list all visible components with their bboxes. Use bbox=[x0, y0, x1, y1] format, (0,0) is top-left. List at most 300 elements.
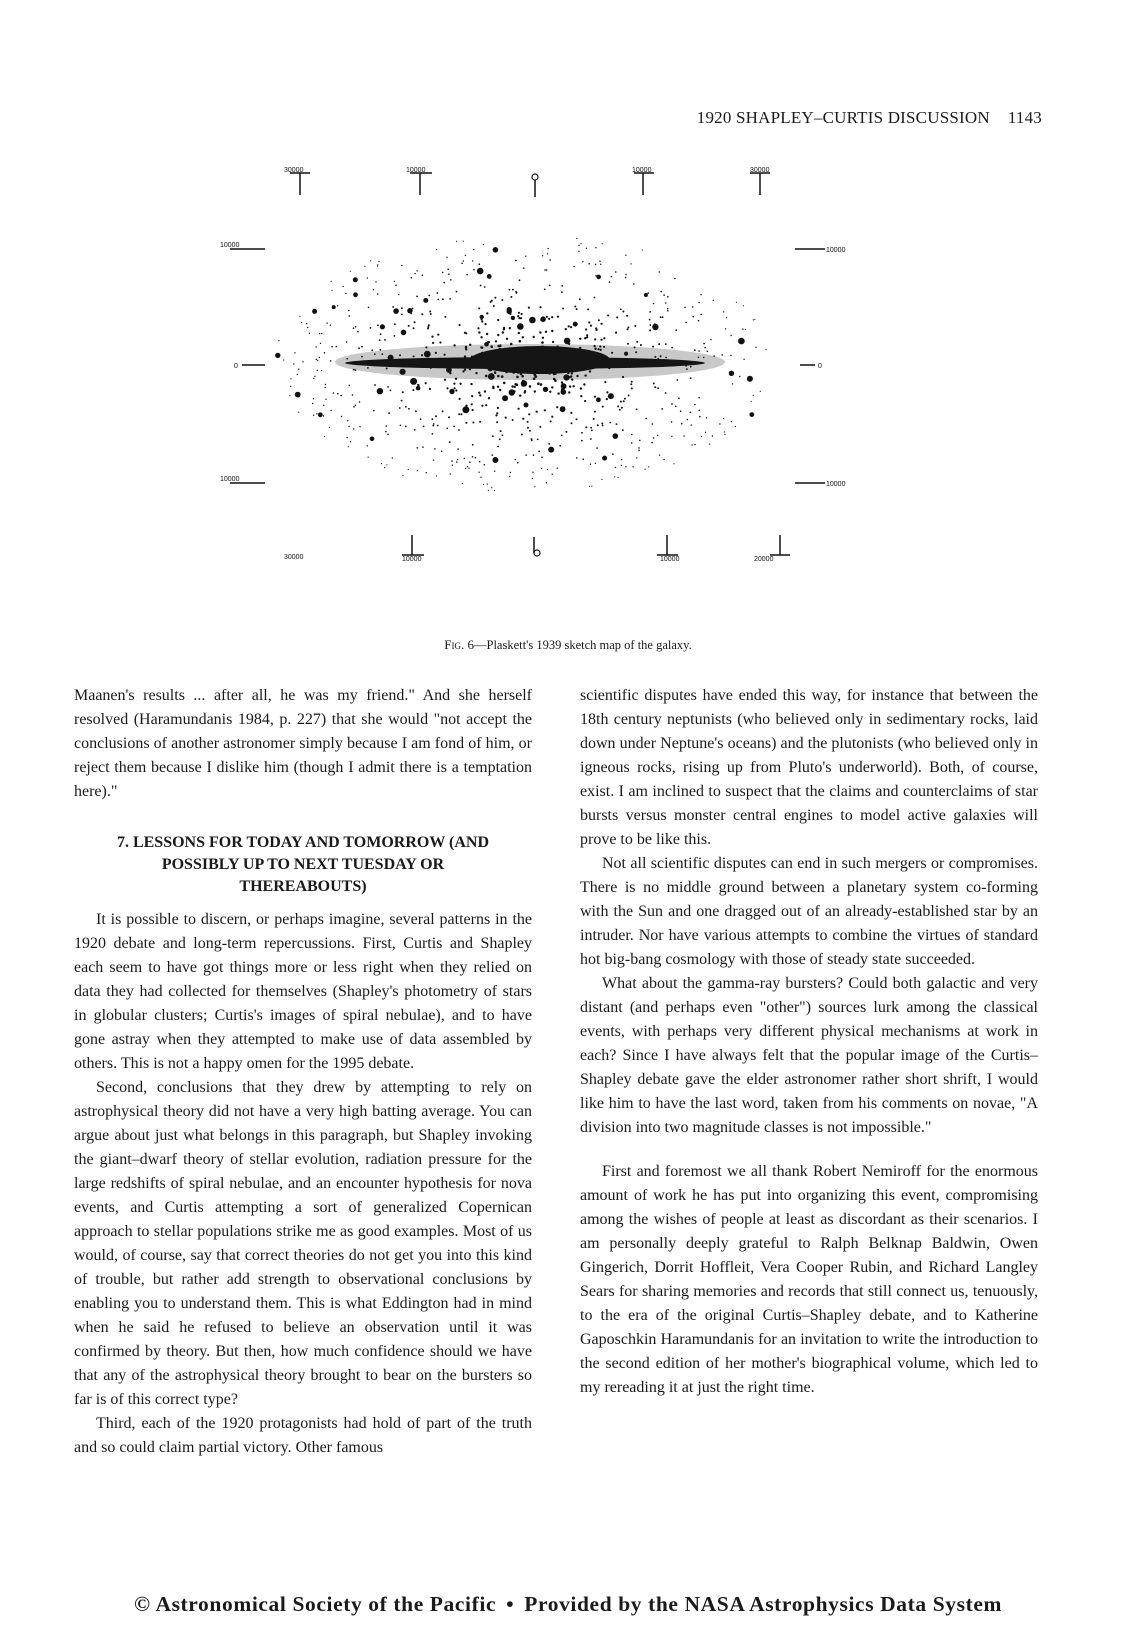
star-dot bbox=[627, 328, 629, 330]
star-dot bbox=[459, 383, 461, 385]
star-dot bbox=[525, 256, 526, 257]
star-dot bbox=[580, 387, 582, 389]
star-dot bbox=[480, 336, 482, 338]
figure-label: Fig. 6 bbox=[444, 637, 474, 652]
star-dot bbox=[582, 261, 583, 262]
star-dot bbox=[731, 421, 732, 422]
star-dot bbox=[401, 307, 403, 309]
star-dot bbox=[685, 322, 687, 324]
star-dot bbox=[506, 338, 508, 340]
star-dot bbox=[590, 438, 592, 440]
star-dot bbox=[546, 482, 547, 483]
star-dot bbox=[380, 324, 385, 329]
star-dot bbox=[320, 343, 321, 344]
star-dot bbox=[293, 363, 294, 364]
star-dot bbox=[460, 413, 462, 415]
left-label-1: 10000 bbox=[220, 242, 240, 249]
bottom-label-4: 20000 bbox=[754, 556, 774, 563]
star-dot bbox=[313, 398, 314, 399]
star-dot bbox=[395, 285, 397, 287]
star-dot bbox=[331, 281, 332, 282]
star-dot bbox=[442, 272, 444, 274]
star-dot bbox=[540, 316, 546, 322]
star-dot bbox=[525, 454, 527, 456]
star-dot bbox=[433, 460, 434, 461]
star-dot bbox=[448, 416, 450, 418]
star-dot bbox=[645, 418, 647, 420]
star-dot bbox=[519, 340, 522, 343]
star-dot bbox=[492, 387, 494, 389]
star-dot bbox=[401, 400, 403, 402]
right-label-3: 10000 bbox=[826, 481, 846, 488]
star-dot bbox=[484, 464, 486, 466]
star-dot bbox=[479, 263, 481, 265]
star-dot bbox=[518, 317, 520, 319]
star-dot bbox=[346, 341, 348, 343]
star-dot bbox=[373, 410, 375, 412]
star-dot bbox=[631, 434, 633, 436]
star-dot bbox=[631, 442, 633, 444]
star-dot bbox=[736, 302, 737, 303]
running-title: 1920 SHAPLEY–CURTIS DISCUSSION bbox=[696, 108, 990, 127]
star-dot bbox=[454, 387, 456, 389]
star-dot bbox=[437, 334, 439, 336]
footer-separator: • bbox=[506, 1592, 515, 1616]
star-dot bbox=[323, 415, 324, 416]
star-dot bbox=[487, 341, 489, 343]
footer-provider: Provided by the NASA Astrophysics Data System bbox=[524, 1592, 1002, 1616]
star-dot bbox=[698, 350, 700, 352]
star-dot bbox=[597, 424, 599, 426]
star-dot bbox=[370, 260, 371, 261]
star-dot bbox=[694, 349, 696, 351]
star-dot bbox=[497, 319, 499, 321]
star-dot bbox=[609, 281, 611, 283]
star-dot bbox=[425, 382, 427, 384]
star-dot bbox=[483, 244, 484, 245]
star-dot bbox=[370, 327, 372, 329]
figure-caption-text: —Plaskett's 1939 sketch map of the galaxy. bbox=[474, 638, 692, 652]
star-dot bbox=[329, 427, 330, 428]
star-dot bbox=[289, 395, 290, 396]
star-dot bbox=[657, 435, 659, 437]
star-dot bbox=[417, 384, 419, 386]
star-dot bbox=[434, 448, 436, 450]
star-dot bbox=[309, 333, 310, 334]
star-dot bbox=[534, 486, 535, 487]
star-dot bbox=[416, 296, 418, 298]
star-dot bbox=[570, 326, 572, 328]
star-dot bbox=[479, 271, 481, 273]
star-dot bbox=[408, 469, 409, 470]
star-dot bbox=[700, 294, 701, 295]
star-dot bbox=[622, 429, 624, 431]
star-dot bbox=[625, 255, 626, 256]
star-dot bbox=[537, 439, 539, 441]
star-dot bbox=[484, 323, 486, 325]
star-dot bbox=[420, 418, 422, 420]
star-dot bbox=[544, 409, 546, 411]
star-dot bbox=[625, 277, 627, 279]
star-dot bbox=[653, 437, 655, 439]
star-dot bbox=[698, 302, 699, 303]
star-dot bbox=[675, 329, 677, 331]
star-dot bbox=[321, 370, 322, 371]
star-dot bbox=[332, 305, 336, 309]
star-dot bbox=[636, 408, 638, 410]
star-dot bbox=[583, 383, 585, 385]
star-dot bbox=[626, 315, 628, 317]
star-dot bbox=[522, 380, 525, 383]
star-dot bbox=[527, 421, 529, 423]
star-dot bbox=[462, 483, 463, 484]
star-dot bbox=[654, 323, 656, 325]
star-dot bbox=[700, 314, 702, 316]
star-dot bbox=[275, 353, 280, 358]
star-dot bbox=[432, 433, 434, 435]
star-dot bbox=[576, 238, 577, 239]
star-dot bbox=[565, 431, 567, 433]
star-dot bbox=[484, 390, 486, 392]
star-dot bbox=[503, 327, 505, 329]
star-dot bbox=[515, 459, 517, 461]
star-dot bbox=[585, 426, 587, 428]
left-paragraph-4: Third, each of the 1920 protagonists had hold of part of the truth and so could claim partial victory. Other famous bbox=[74, 1415, 532, 1456]
star-dot bbox=[690, 412, 692, 414]
star-dot bbox=[649, 324, 651, 326]
star-dot bbox=[539, 426, 541, 428]
star-dot bbox=[410, 313, 412, 315]
star-dot bbox=[602, 456, 607, 461]
star-dot bbox=[495, 414, 497, 416]
star-dot bbox=[290, 386, 291, 387]
acknowledgements-paragraph: First and foremost we all thank Robert Nemiroff for the enormous amount of work he has put into organizing this event, compromising among the wishes of people at least as discordant as their scenarios. I am personally deeply grateful to Ralph Belknap Baldwin, Owen Gingerich, Dorrit Hoffleit, Vera Cooper Rubin, and Richard Langley Sears for sharing memories and records that still connect us, tenuously, to the era of the original Curtis–Shapley debate, and to Katherine Gaposchkin Haramundanis for an invitation to write the introduction to the second edition of her mother's biographical volume, which led to my rereading it at just the right time. bbox=[580, 1163, 1038, 1396]
star-dot bbox=[342, 286, 343, 287]
star-dot bbox=[502, 434, 504, 436]
star-dot bbox=[601, 479, 602, 480]
star-dot bbox=[522, 336, 524, 338]
star-dot bbox=[492, 454, 494, 456]
star-dot bbox=[551, 416, 553, 418]
star-dot bbox=[442, 298, 444, 300]
star-dot bbox=[627, 343, 629, 345]
star-dot bbox=[642, 249, 643, 250]
star-dot bbox=[430, 313, 432, 315]
star-dot bbox=[562, 308, 564, 310]
star-dot bbox=[593, 418, 595, 420]
star-dot bbox=[471, 395, 473, 397]
star-dot bbox=[492, 435, 494, 437]
star-dot bbox=[739, 376, 740, 377]
star-dot bbox=[510, 472, 511, 473]
star-dot bbox=[647, 292, 649, 294]
star-dot bbox=[402, 475, 403, 476]
disk-halo bbox=[335, 344, 725, 380]
star-dot bbox=[665, 302, 667, 304]
star-dot bbox=[509, 289, 511, 291]
star-dot bbox=[312, 309, 317, 314]
star-dot bbox=[353, 428, 354, 429]
star-dot bbox=[325, 384, 326, 385]
star-dot bbox=[561, 285, 563, 287]
star-dot bbox=[350, 441, 351, 442]
top-label-2: 10000 bbox=[406, 167, 426, 174]
star-dot bbox=[427, 328, 429, 330]
star-dot bbox=[691, 444, 692, 445]
star-dot bbox=[433, 423, 435, 425]
star-dot bbox=[594, 411, 596, 413]
star-dot bbox=[552, 474, 553, 475]
star-dot bbox=[562, 385, 564, 387]
star-dot bbox=[518, 408, 520, 410]
star-dot bbox=[417, 470, 418, 471]
star-dot bbox=[405, 406, 407, 408]
star-dot bbox=[346, 437, 347, 438]
star-dot bbox=[699, 410, 701, 412]
star-dot bbox=[557, 392, 559, 394]
star-dot bbox=[630, 383, 632, 385]
star-dot bbox=[619, 409, 621, 411]
star-dot bbox=[725, 328, 726, 329]
star-dot bbox=[675, 406, 677, 408]
star-dot bbox=[437, 425, 439, 427]
star-dot bbox=[472, 409, 474, 411]
star-dot bbox=[541, 341, 544, 344]
star-dot bbox=[488, 490, 489, 491]
star-dot bbox=[337, 393, 339, 395]
star-dot bbox=[444, 379, 446, 381]
star-dot bbox=[623, 400, 625, 402]
star-dot bbox=[517, 462, 519, 464]
star-dot bbox=[371, 349, 373, 351]
star-dot bbox=[580, 395, 582, 397]
star-dot bbox=[458, 413, 460, 415]
star-dot bbox=[548, 443, 550, 445]
star-dot bbox=[464, 458, 466, 460]
star-dot bbox=[653, 383, 655, 385]
star-dot bbox=[730, 335, 731, 336]
star-dot bbox=[652, 423, 654, 425]
star-dot bbox=[359, 401, 361, 403]
star-dot bbox=[330, 410, 331, 411]
star-dot bbox=[694, 444, 695, 445]
star-dot bbox=[754, 319, 755, 320]
star-dot bbox=[745, 329, 746, 330]
star-dot bbox=[536, 411, 538, 413]
star-dot bbox=[357, 331, 359, 333]
left-label-3: 10000 bbox=[220, 476, 240, 483]
star-dot bbox=[663, 294, 665, 296]
star-dot bbox=[621, 459, 622, 460]
star-dot bbox=[604, 381, 606, 383]
star-dot bbox=[724, 431, 725, 432]
star-dot bbox=[429, 311, 431, 313]
star-dot bbox=[547, 469, 548, 470]
star-dot bbox=[497, 446, 499, 448]
star-dot bbox=[589, 486, 590, 487]
star-dot bbox=[543, 387, 548, 392]
star-dot bbox=[428, 295, 430, 297]
star-dot bbox=[595, 275, 597, 277]
star-dot bbox=[380, 333, 382, 335]
star-dot bbox=[678, 398, 680, 400]
star-dot bbox=[455, 389, 457, 391]
star-dot bbox=[573, 385, 575, 387]
star-dot bbox=[630, 263, 631, 264]
star-dot bbox=[446, 387, 448, 389]
star-dot bbox=[673, 463, 674, 464]
star-dot bbox=[450, 473, 451, 474]
star-dot bbox=[368, 307, 370, 309]
star-dot bbox=[596, 447, 598, 449]
star-dot bbox=[622, 311, 624, 313]
figure-caption bbox=[0, 637, 1136, 653]
star-dot bbox=[735, 426, 736, 427]
star-dot bbox=[561, 291, 563, 293]
star-dot bbox=[370, 437, 375, 442]
star-dot bbox=[471, 403, 473, 405]
star-dot bbox=[587, 308, 589, 310]
star-dot bbox=[603, 337, 605, 339]
star-dot bbox=[578, 251, 579, 252]
star-dot bbox=[657, 387, 659, 389]
star-dot bbox=[449, 389, 454, 394]
star-dot bbox=[531, 438, 533, 440]
star-dot bbox=[353, 406, 355, 408]
star-dot bbox=[674, 278, 675, 279]
star-dot bbox=[620, 308, 622, 310]
star-dot bbox=[436, 475, 437, 476]
star-dot bbox=[494, 471, 495, 472]
star-dot bbox=[517, 323, 524, 330]
star-dot bbox=[410, 378, 417, 385]
star-dot bbox=[588, 321, 590, 323]
star-dot bbox=[509, 476, 510, 477]
star-dot bbox=[570, 412, 572, 414]
section-heading bbox=[74, 832, 532, 898]
star-dot bbox=[294, 352, 295, 353]
star-dot bbox=[348, 426, 349, 427]
star-dot bbox=[510, 296, 512, 298]
star-dot bbox=[401, 265, 402, 266]
star-dot bbox=[350, 271, 351, 272]
star-dot bbox=[377, 293, 379, 295]
star-dot bbox=[431, 336, 433, 338]
star-dot bbox=[561, 381, 563, 383]
star-dot bbox=[608, 393, 614, 399]
star-dot bbox=[472, 422, 474, 424]
star-dot bbox=[413, 327, 415, 329]
star-dot bbox=[373, 289, 374, 290]
star-dot bbox=[463, 241, 464, 242]
star-dot bbox=[651, 442, 653, 444]
star-dot bbox=[544, 289, 546, 291]
star-dot bbox=[401, 330, 407, 336]
star-dot bbox=[617, 405, 619, 407]
star-dot bbox=[548, 318, 550, 320]
star-dot bbox=[524, 391, 526, 393]
star-dot bbox=[600, 339, 602, 341]
star-dot bbox=[509, 389, 515, 395]
star-dot bbox=[393, 308, 399, 314]
star-dot bbox=[707, 351, 709, 353]
star-dot bbox=[313, 415, 314, 416]
star-dot bbox=[633, 283, 635, 285]
star-dot bbox=[595, 264, 597, 266]
star-dot bbox=[432, 425, 434, 427]
star-dot bbox=[753, 319, 754, 320]
star-dot bbox=[534, 390, 536, 392]
star-dot bbox=[645, 469, 646, 470]
star-dot bbox=[652, 346, 654, 348]
star-dot bbox=[545, 331, 547, 333]
star-dot bbox=[601, 423, 603, 425]
star-dot bbox=[412, 308, 414, 310]
star-dot bbox=[487, 484, 488, 485]
star-dot bbox=[579, 298, 581, 300]
galaxy-sketch-figure bbox=[220, 155, 880, 595]
star-dot bbox=[557, 468, 558, 469]
star-dot bbox=[659, 271, 660, 272]
star-dot bbox=[313, 378, 314, 379]
star-dot bbox=[576, 457, 578, 459]
star-dot bbox=[459, 324, 461, 326]
star-dot bbox=[549, 259, 551, 261]
star-dot bbox=[662, 316, 664, 318]
star-dot bbox=[565, 328, 567, 330]
star-dot bbox=[316, 413, 317, 414]
star-dot bbox=[625, 274, 627, 276]
star-dot bbox=[436, 249, 437, 250]
star-dot bbox=[478, 331, 480, 333]
star-dot bbox=[324, 352, 326, 354]
star-dot bbox=[541, 468, 542, 469]
star-dot bbox=[590, 325, 592, 327]
star-dot bbox=[591, 486, 592, 487]
star-dot bbox=[377, 266, 378, 267]
star-dot bbox=[385, 431, 387, 433]
star-dot bbox=[726, 317, 727, 318]
running-head bbox=[697, 108, 1042, 128]
star-dot bbox=[549, 285, 551, 287]
star-dot bbox=[551, 330, 553, 332]
star-dot bbox=[571, 422, 573, 424]
star-dot bbox=[458, 429, 460, 431]
star-dot bbox=[537, 382, 540, 385]
star-dot bbox=[549, 391, 551, 393]
star-dot bbox=[567, 339, 569, 341]
star-dot bbox=[595, 463, 596, 464]
star-dot bbox=[713, 300, 714, 301]
star-dot bbox=[671, 421, 673, 423]
star-dot bbox=[473, 249, 474, 250]
star-dot bbox=[511, 316, 515, 320]
star-dot bbox=[606, 398, 608, 400]
star-dot bbox=[298, 412, 299, 413]
star-dot bbox=[465, 422, 467, 424]
star-dot bbox=[495, 340, 497, 342]
star-dot bbox=[653, 303, 655, 305]
star-dot bbox=[423, 298, 428, 303]
bottom-label-1: 30000 bbox=[284, 554, 304, 561]
star-dot bbox=[680, 410, 682, 412]
star-dot bbox=[765, 349, 766, 350]
star-dot bbox=[477, 268, 484, 275]
star-dot bbox=[512, 419, 514, 421]
star-dot bbox=[484, 286, 486, 288]
star-dot bbox=[456, 461, 458, 463]
star-dot bbox=[515, 291, 517, 293]
